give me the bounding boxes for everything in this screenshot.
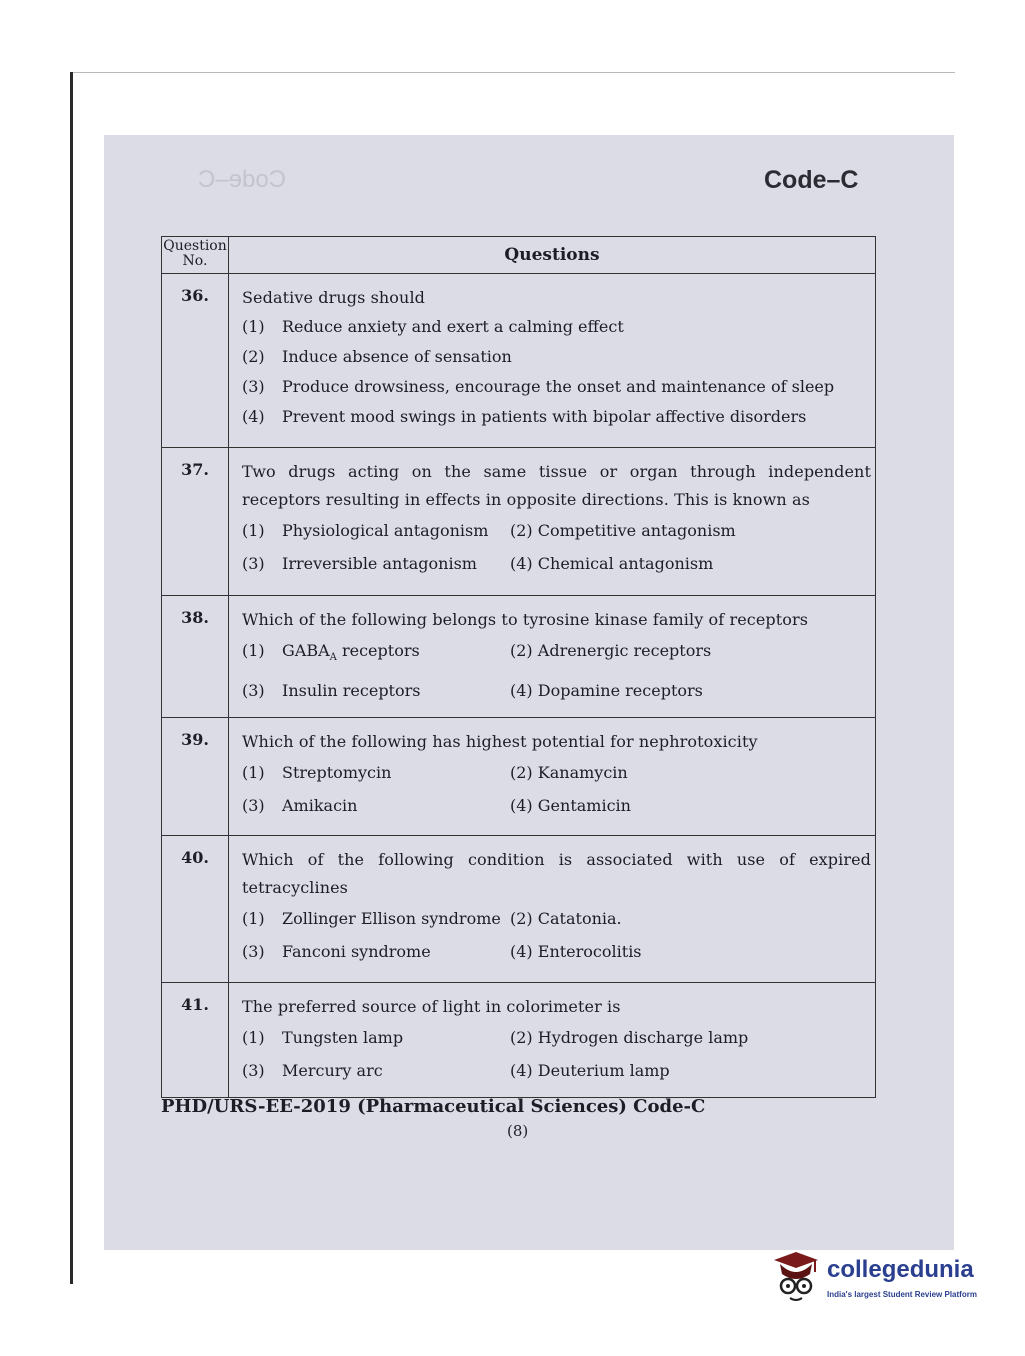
option-row [242,789,871,822]
question-body [229,983,876,1098]
question-row [162,983,876,1098]
table-header-row [162,237,876,274]
option: (3) Mercury arc [242,1061,383,1081]
option: (3) Irreversible antagonism [242,554,477,573]
brand-watermark [770,1250,1000,1310]
option: (3) Fanconi syndrome [242,942,431,962]
questions-header: Questions [229,237,876,274]
question-row [162,448,876,596]
question-row [162,274,876,448]
question-stem: Which of the following has highest potential for nephrotoxicity [242,732,758,752]
option-row [242,634,871,674]
question-number: 39. [162,718,229,836]
question-number: 36. [162,274,229,448]
question-body [229,836,876,983]
option: (1) Zollinger Ellison syndrome [242,909,501,929]
option: (3) Amikacin [242,796,358,816]
graduate-mascot-icon [770,1250,822,1306]
brand-name: collegedunia [827,1256,974,1283]
option-row [242,514,871,547]
question-number: 38. [162,596,229,718]
question-number: 41. [162,983,229,1098]
question-row [162,718,876,836]
scan-edge-top [73,72,955,73]
brand-tagline: India's largest Student Review Platform [827,1290,977,1299]
question-stem: Sedative drugs should [242,288,425,307]
option: (4) Prevent mood swings in patients with bipolar affective disorders [242,407,807,426]
question-row [162,596,876,718]
question-stem: Which of the following condition is associated with use of expired tetracyclines [242,850,871,898]
question-number: 40. [162,836,229,983]
question-number: 37. [162,448,229,596]
question-stem: Which of the following belongs to tyrosine kinase family of receptors [242,610,809,629]
scan-edge [70,72,73,1284]
question-stem: Two drugs acting on the same tissue or organ through independent receptors resulting in effects in opposite directions. This is known as [242,462,871,509]
question-body [229,448,876,596]
option: (4) Chemical antagonism [510,554,714,573]
question-row [162,836,876,983]
option: (4) Deuterium lamp [510,1061,670,1081]
option-row [242,902,871,935]
option: (2) Hydrogen discharge lamp [510,1028,749,1048]
option: (1) Physiological antagonism [242,521,489,540]
option-row [242,674,871,707]
paper-code: Code–C [764,166,859,194]
option: (2) Adrenergic receptors [510,641,712,660]
option-row [242,547,871,580]
option: (4) Gentamicin [510,796,631,816]
option-row [242,1054,871,1087]
question-stem: The preferred source of light in colorimeter is [242,997,621,1017]
option: (2) Induce absence of sensation [242,347,512,366]
option: (4) Dopamine receptors [510,681,703,701]
option: (1) $GABA_A$ receptors [242,641,420,664]
option: (2) Kanamycin [510,763,628,783]
option: (2) Catatonia. [510,909,622,929]
question-number-header: Question No. [162,237,229,274]
question-body [229,718,876,836]
exam-footer-title: PHD/URS-EE-2019 (Pharmaceutical Sciences) Code-C [161,1096,706,1117]
question-table [161,236,876,1098]
option-row [242,1021,871,1054]
bleed-through-text: Code–C [198,166,287,193]
option: (2) Competitive antagonism [510,521,736,540]
option: (1) Streptomycin [242,763,392,783]
option: (3) Insulin receptors [242,681,421,701]
option: (4) Enterocolitis [510,942,642,962]
page-number: (8) [507,1122,529,1140]
option-row [242,935,871,968]
option-row [242,756,871,789]
option: (3) Produce drowsiness, encourage the onset and maintenance of sleep [242,377,835,396]
question-body [229,596,876,718]
question-body [229,274,876,448]
option: (1) Tungsten lamp [242,1028,404,1048]
option: (1) Reduce anxiety and exert a calming effect [242,317,624,336]
